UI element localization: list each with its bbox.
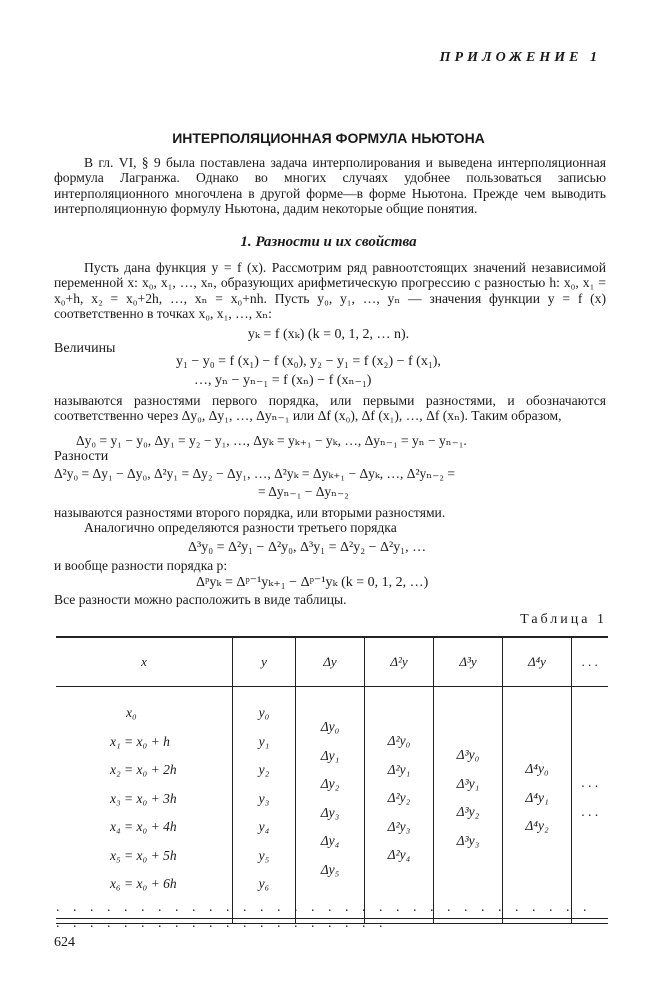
header-y: y — [233, 637, 296, 687]
second-differences-paragraph: называются разностями второго порядка, или вторыми разностями. — [54, 505, 446, 520]
formula-first-differences: y₁ − y₀ = f (x₁) − f (x₀), y₂ − y₁ = f (x₂) − f (x₁), — [176, 354, 441, 369]
table-cell: x₆ = x₀ + 6h — [110, 876, 177, 891]
header-d4y: Δ⁴y — [503, 637, 572, 687]
column-x — [56, 687, 233, 924]
table-cell: y₅ — [258, 847, 270, 863]
table-caption: Таблица 1 — [520, 612, 607, 627]
table-cell: Δ³y₂ — [456, 804, 480, 819]
table-cell: Δy₂ — [320, 776, 340, 791]
formula-second-differences: Δ²y₀ = Δy₁ − Δy₀, Δ²y₁ = Δy₂ − Δy₁, …, Δ²yₖ = Δyₖ₊₁ − Δyₖ, …, Δ²yₙ₋₂ = — [54, 466, 455, 481]
order-p-paragraph: и вообще разности порядка p: — [54, 558, 228, 573]
column-d2y — [365, 687, 434, 924]
table-cell: x₂ = x₀ + 2h — [110, 762, 177, 777]
table-cell: x₄ = x₀ + 4h — [110, 819, 177, 834]
first-differences-paragraph: называются разностями первого порядка, или первыми разностями, и обозначаются соответственно через Δy₀, Δy₁, …, Δyₙ₋₁ или Δf (x₀), Δf (x₁), …, Δf (xₙ). Таким образом, — [54, 393, 606, 424]
third-order-paragraph: Аналогично определяются разности третьего порядка — [84, 520, 397, 535]
page-number: 624 — [54, 935, 75, 950]
header-x: x — [56, 637, 233, 687]
table-cell: Δ³y₀ — [456, 747, 480, 762]
formula-third-differences: Δ³y₀ = Δ²y₁ − Δ²y₀, Δ³y₁ = Δ²y₂ − Δ²y₁, … — [188, 540, 427, 555]
header-d2y: Δ²y — [365, 637, 434, 687]
table-intro-paragraph: Все разности можно расположить в виде таблицы. — [54, 592, 347, 607]
table-cell: x₅ = x₀ + 5h — [110, 847, 177, 863]
table-cell: . . . — [581, 803, 599, 819]
table-cell: Δ²y₃ — [387, 818, 411, 834]
column-d3y — [434, 687, 503, 924]
formula-second-differences-cont: = Δyₙ₋₁ − Δyₙ₋₂ — [258, 484, 349, 499]
table-dots: . . . . . . . . . . . . . . . . . . . . . . . . . . . . . . . . . . . . . . . . . . . . . . . . . . . . — [56, 900, 592, 931]
table-cell: Δ³y₁ — [456, 775, 480, 791]
label-velichiny: Величины — [54, 341, 116, 356]
table-cell: Δy₅ — [320, 861, 340, 877]
table-cell: Δy₃ — [320, 804, 340, 820]
definition-paragraph: Пусть дана функция y = f (x). Рассмотрим ряд равноотстоящих значений независимой переменной x: x₀, x₁, …, xₙ, образующих арифметическую прогрессию с разностью h: x₀, x₁ = x₀+h, x₂ = x₀+2h, …, xₙ = x₀+nh. Пусть y₀, y₁, …, yₙ — значения функции y = f (x) соответственно в точках x₀, x₁, …, xₙ: — [54, 260, 606, 322]
page-title: ИНТЕРПОЛЯЦИОННАЯ ФОРМУЛА НЬЮТОНА — [172, 130, 485, 146]
formula-yk: yₖ = f (xₖ) (k = 0, 1, 2, … n). — [247, 327, 410, 342]
table-dots-row — [56, 900, 608, 931]
formula-order-p: Δᵖyₖ = Δᵖ⁻¹yₖ₊₁ − Δᵖ⁻¹yₖ (k = 0, 1, 2, …) — [196, 575, 429, 590]
formula-first-differences-cont: …, yₙ − yₙ₋₁ = f (xₙ) − f (xₙ₋₁) — [194, 373, 372, 388]
differences-table — [56, 636, 608, 924]
table-cell: Δ²y₁ — [387, 761, 411, 777]
header-d3y: Δ³y — [434, 637, 503, 687]
table-cell: Δy₀ — [320, 719, 340, 734]
table-cell: y₁ — [258, 733, 270, 749]
table-cell: Δ⁴y₀ — [525, 761, 549, 776]
table-cell: Δ⁴y₁ — [525, 789, 549, 805]
table-cell: Δy₄ — [320, 833, 340, 848]
table-cell: Δ³y₃ — [456, 832, 480, 848]
table-cell: y₃ — [258, 790, 270, 806]
table-cell: x₀ — [126, 705, 137, 720]
column-y — [233, 687, 296, 924]
table-cell: Δ²y₂ — [387, 790, 411, 805]
table-cell: y₆ — [258, 876, 270, 891]
table-cell: y₀ — [258, 705, 270, 720]
header-dy: Δy — [296, 637, 365, 687]
header-more: . . . — [572, 637, 609, 687]
table-cell: y₂ — [258, 762, 270, 777]
column-dy — [296, 687, 365, 924]
formula-delta-y: Δy₀ = y₁ − y₀, Δy₁ = y₂ − y₁, …, Δyₖ = yₖ₊₁ − yₖ, …, Δyₙ₋₁ = yₙ − yₙ₋₁. — [76, 433, 467, 448]
column-more — [572, 687, 609, 924]
table-cell: . . . — [581, 775, 599, 790]
label-raznosti: Разности — [54, 449, 109, 464]
table-cell: Δy₁ — [320, 747, 340, 763]
table-cell: x₁ = x₀ + h — [110, 733, 170, 749]
appendix-header: ПРИЛОЖЕНИЕ 1 — [439, 50, 601, 65]
section-title: 1. Разности и их свойства — [240, 234, 417, 250]
column-d4y — [503, 687, 572, 924]
table-cell: y₄ — [258, 819, 270, 834]
intro-paragraph: В гл. VI, § 9 была поставлена задача интерполирования и выведена интерполяционная формула Лагранжа. Однако во многих случаях удобнее пользоваться записью интерполяционного многочлена в другой форме—в форме Ньютона. Прежде чем выводить интерполяционную формулу Ньютона, дадим некоторые общие понятия. — [54, 155, 606, 217]
table-cell: Δ⁴y₂ — [525, 818, 549, 833]
table-cell: Δ²y₀ — [387, 733, 411, 748]
table-cell: Δ²y₄ — [387, 847, 411, 862]
table-cell: x₃ = x₀ + 3h — [110, 790, 177, 806]
